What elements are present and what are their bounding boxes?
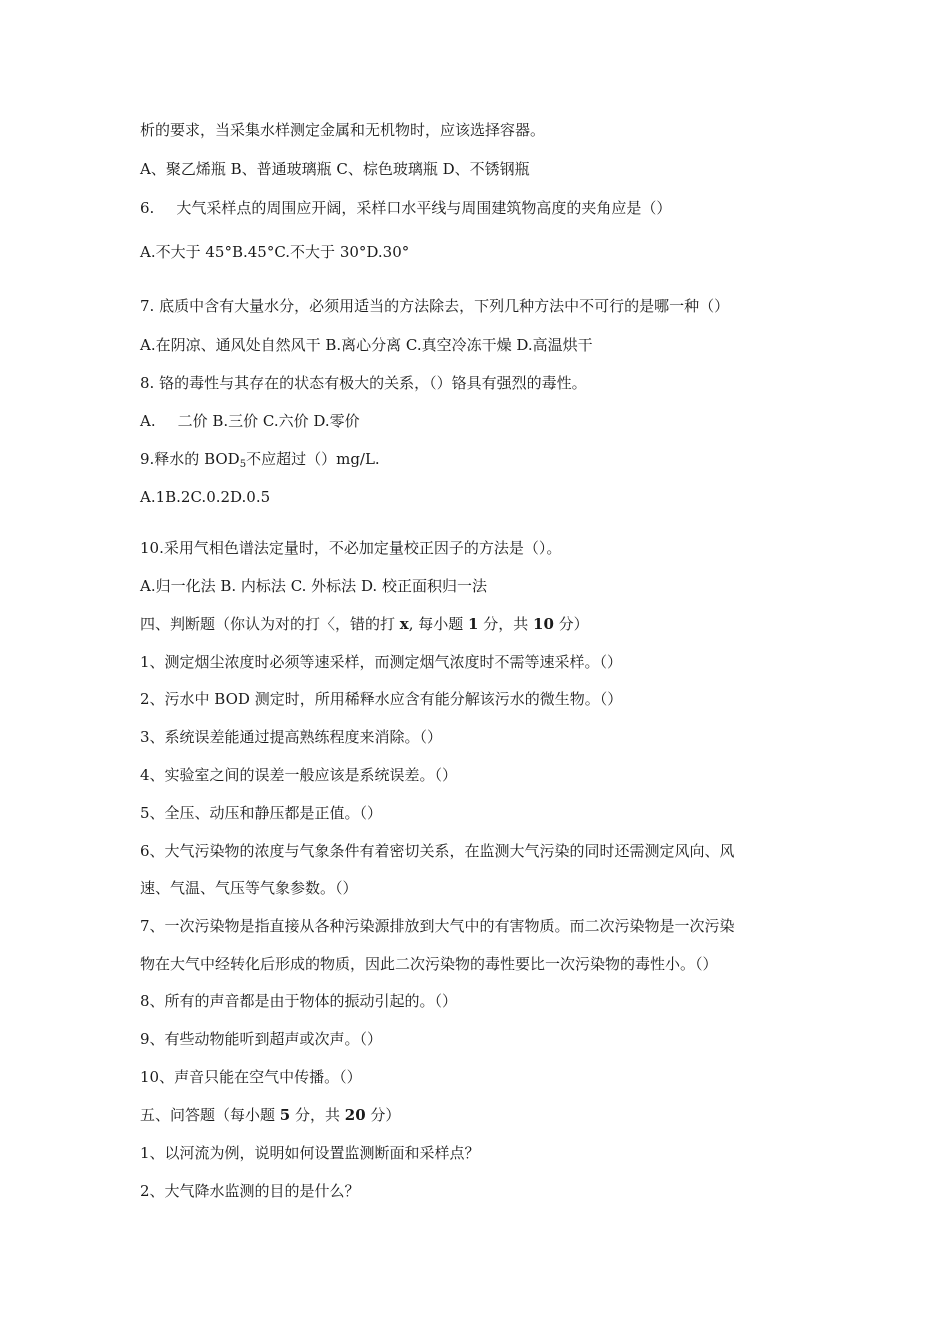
section-4-heading-x: x [399, 615, 409, 633]
section-4-heading-part: 分，共 [478, 615, 534, 633]
section-5-heading-points: 5 [279, 1106, 291, 1124]
question-8: 8. 铬的毒性与其存在的状态有极大的关系，（）铬具有强烈的毒性。 [140, 374, 587, 392]
section-4-heading-part: 分） [553, 615, 589, 633]
section-5-heading-part: 分） [365, 1106, 401, 1124]
question-9 [140, 449, 380, 475]
section-5-heading-total: 20 [344, 1106, 366, 1124]
question-6-number: 6. [140, 199, 155, 217]
question-6-text: 大气采样点的周围应开阔，采样口水平线与周围建筑物高度的夹角应是（） [176, 199, 672, 217]
question-9-suffix: 不应超过（）mg/L. [246, 450, 380, 468]
section-5-heading-part: 分，共 [290, 1106, 345, 1124]
question-10-options: A.归一化法 B. 内标法 C. 外标法 D. 校正面积归一法 [140, 577, 487, 595]
question-8-option-a: A. [140, 412, 156, 430]
section-4-heading-part: 四、判断题（你认为对的打〈，错的打 [140, 615, 400, 633]
judgment-item: 7、一次污染物是指直接从各种污染源排放到大气中的有害物质。而二次污染物是一次污染 [140, 917, 735, 935]
section-5-heading-part: 五、问答题（每小题 [140, 1106, 280, 1124]
judgment-item: 9、有些动物能听到超声或次声。（） [140, 1030, 383, 1048]
question-9-prefix: 9.释水的 BOD [140, 450, 240, 468]
judgment-item: 10、声音只能在空气中传播。（） [140, 1068, 362, 1086]
question-10: 10.采用气相色谱法定量时，不必加定量校正因子的方法是（）。 [140, 539, 562, 557]
question-5-tail: 析的要求，当采集水样测定金属和无机物时，应该选择容器。 [140, 121, 546, 139]
section-4-heading-total: 10 [533, 615, 554, 633]
judgment-item: 3、系统误差能通过提高熟练程度来消除。（） [140, 728, 443, 746]
section-4-heading-points: 1 [468, 615, 479, 633]
essay-question: 1、以河流为例，说明如何设置监测断面和采样点？ [140, 1144, 480, 1162]
judgment-item: 4、实验室之间的误差一般应该是系统误差。（） [140, 766, 458, 784]
question-8-options-rest: 二价 B.三价 C.六价 D.零价 [177, 412, 360, 430]
judgment-item-continued: 速、气温、气压等气象参数。（） [140, 879, 358, 897]
essay-question: 2、大气降水监测的目的是什么？ [140, 1182, 360, 1200]
section-4-heading [140, 614, 589, 634]
judgment-item: 8、所有的声音都是由于物体的振动引起的。（） [140, 992, 458, 1010]
judgment-item-continued: 物在大气中经转化后形成的物质，因此二次污染物的毒性要比一次污染物的毒性小。（） [140, 955, 718, 973]
question-7-options: A.在阴凉、通风处自然风干 B.离心分离 C.真空冷冻干燥 D.高温烘干 [140, 336, 593, 354]
question-9-subscript: 5 [239, 459, 247, 470]
question-9-options: A.1B.2C.0.2D.0.5 [140, 488, 271, 506]
section-5-heading [140, 1105, 400, 1125]
question-5-options: A、聚乙烯瓶 B、普通玻璃瓶 C、棕色玻璃瓶 D、不锈钢瓶 [140, 160, 530, 178]
judgment-item: 1、测定烟尘浓度时必须等速采样，而测定烟气浓度时不需等速采样。（） [140, 653, 623, 671]
question-7: 7. 底质中含有大量水分，必须用适当的方法除去，下列几种方法中不可行的是哪一种（） [140, 297, 730, 315]
judgment-item: 6、大气污染物的浓度与气象条件有着密切关系，在监测大气污染的同时还需测定风向、风 [140, 842, 735, 860]
question-6-options: A.不大于 45°B.45°C.不大于 30°D.30° [140, 243, 410, 261]
section-4-heading-part: , 每小题 [408, 615, 469, 633]
question-8-options [140, 411, 360, 431]
question-6 [140, 198, 671, 218]
judgment-item: 2、污水中 BOD 测定时，所用稀释水应含有能分解该污水的微生物。（） [140, 690, 623, 708]
judgment-item: 5、全压、动压和静压都是正值。（） [140, 804, 383, 822]
